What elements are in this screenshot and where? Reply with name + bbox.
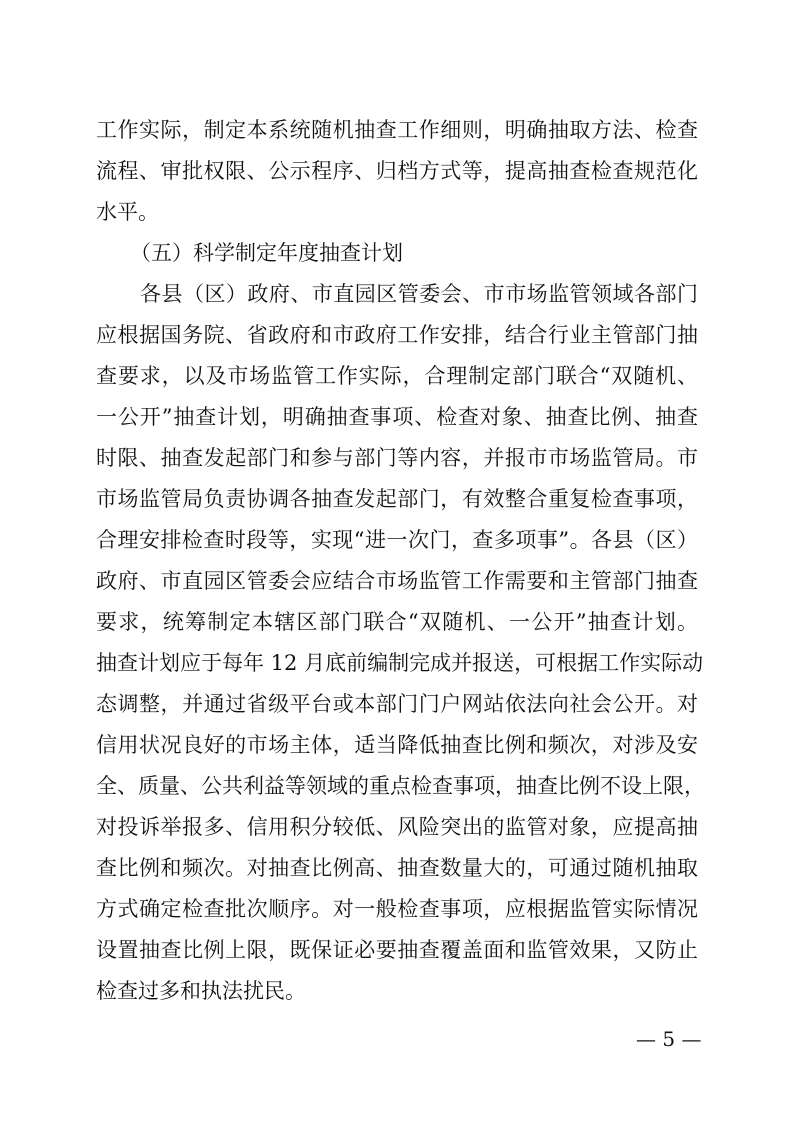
paragraph-text: 应根据国务院、省政府和市政府工作安排，结合行业主管部门抽 [96,323,698,347]
paragraph-text: 水平。 [96,200,159,224]
text-line [0,397,793,437]
text-line [0,274,793,314]
paragraph-text: 全、质量、公共利益等领域的重点检查事项，抽查比例不设上限， [96,774,705,798]
paragraph-text: 信用状况良好的市场主体，适当降低抽查比例和频次，对涉及安 [96,733,698,757]
text-line [0,602,793,642]
text-line [0,315,793,355]
paragraph-text: 对投诉举报多、信用积分较低、风险突出的监管对象，应提高抽 [96,815,698,839]
paragraph-text: 检查过多和执法扰民。 [96,979,306,1003]
text-line [0,684,793,724]
paragraph-text: 市场监管局负责协调各抽查发起部门，有效整合重复检查事项， [96,487,698,511]
section-heading-line [0,233,793,273]
section-heading: （五）科学制定年度抽查计划 [130,241,403,265]
paragraph-text: 一公开”抽查计划，明确抽查事项、检查对象、抽查比例、抽查 [96,405,698,429]
paragraph-text: 查要求，以及市场监管工作实际，合理制定部门联合“双随机、 [96,364,698,388]
page-number: — 5 — [636,1027,702,1051]
paragraph-text: 时限、抽查发起部门和参与部门等内容，并报市市场监管局。市 [96,446,698,470]
paragraph-text: 态调整，并通过省级平台或本部门门户网站依法向社会公开。对 [96,692,698,716]
text-line [0,151,793,191]
text-line [0,520,793,560]
text-line [0,848,793,888]
paragraph-text: 查比例和频次。对抽查比例高、抽查数量大的，可通过随机抽取 [96,856,698,880]
paragraph-text: 合理安排检查时段等，实现“进一次门，查多项事”。各县（区） [96,528,698,552]
paragraph-text: 设置抽查比例上限，既保证必要抽查覆盖面和监管效果，又防止 [96,938,698,962]
text-line [0,643,793,683]
text-line [0,356,793,396]
text-line [0,725,793,765]
text-line [0,889,793,929]
paragraph-text: 方式确定检查批次顺序。对一般检查事项，应根据监管实际情况 [96,897,698,921]
text-line [0,438,793,478]
paragraph-text: 工作实际，制定本系统随机抽查工作细则，明确抽取方法、检查 [96,118,698,142]
text-line [0,971,793,1011]
text-line [0,930,793,970]
paragraph-text: 流程、审批权限、公示程序、归档方式等，提高抽查检查规范化 [96,159,698,183]
text-line [0,807,793,847]
text-line [0,479,793,519]
text-line [0,561,793,601]
paragraph-text: 抽查计划应于每年 12 月底前编制完成并报送，可根据工作实际动 [96,651,704,675]
paragraph-text: 政府、市直园区管委会应结合市场监管工作需要和主管部门抽查 [96,569,698,593]
paragraph-text: 要求，统筹制定本辖区部门联合“双随机、一公开”抽查计划。 [96,610,698,634]
paragraph-text: 各县（区）政府、市直园区管委会、市市场监管领域各部门 [140,282,698,306]
text-line [0,192,793,232]
text-line [0,110,793,150]
text-line [0,766,793,806]
